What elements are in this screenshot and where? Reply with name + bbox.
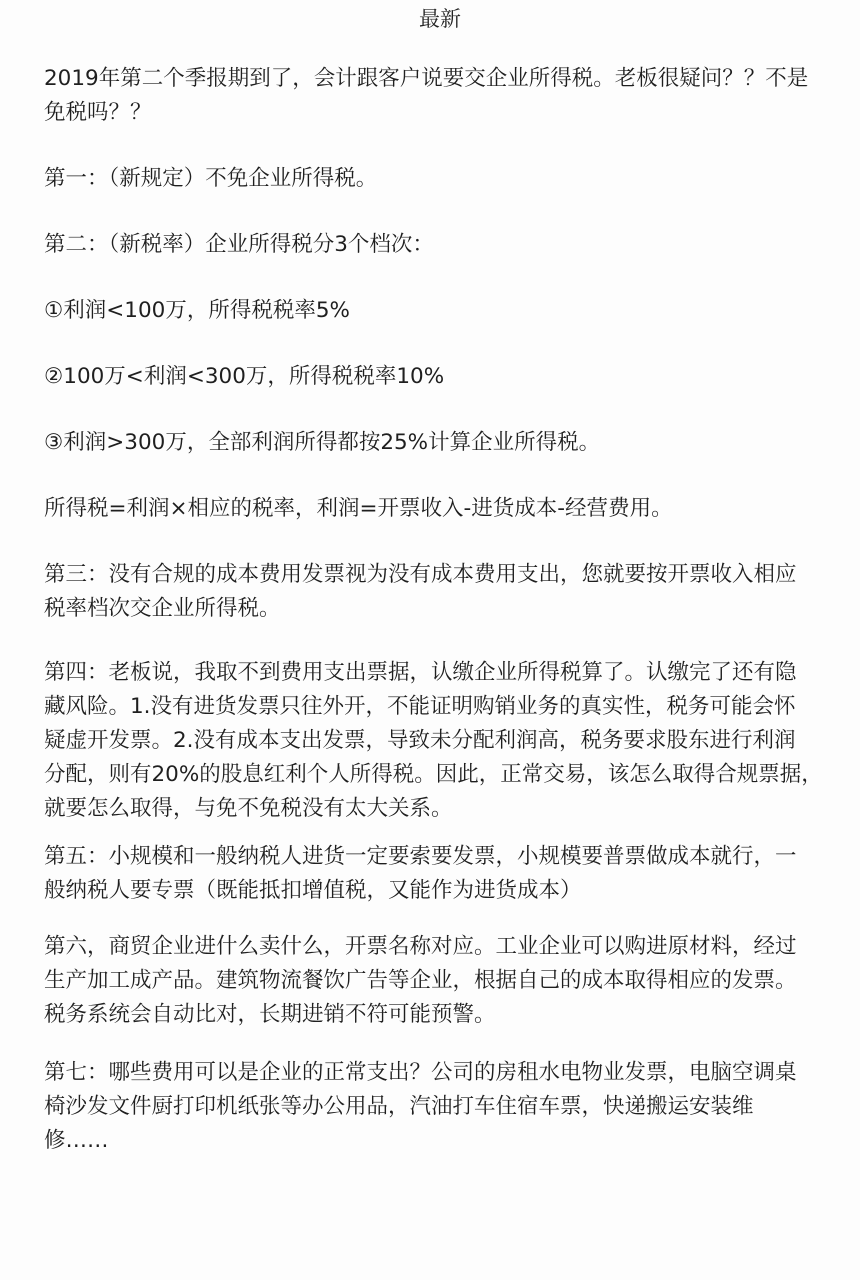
- text-line: 般纳税人要专票（既能抵扣增值税，又能作为进货成本）: [44, 878, 582, 903]
- text-line: 椅沙发文件厨打印机纸张等办公用品，汽油打车住宿车票，快递搬运安装维: [44, 1094, 754, 1119]
- text-line: 第七：哪些费用可以是企业的正常支出？公司的房租水电物业发票，电脑空调桌: [44, 1060, 797, 1085]
- text-line: 第六，商贸企业进什么卖什么，开票名称对应。工业企业可以购进原材料，经过: [44, 934, 797, 959]
- text-line: 免税吗？？: [44, 100, 152, 125]
- text-line: ③利润>300万，全部利润所得都按25%计算企业所得税。: [44, 430, 601, 455]
- text-line: 税率档次交企业所得税。: [44, 596, 281, 621]
- paragraph-point-5: [44, 840, 834, 908]
- paragraph-point-4: [44, 656, 834, 826]
- paragraph-rate-3: [44, 426, 834, 460]
- text-line: 疑虚开发票。2.没有成本支出发票，导致未分配利润高，税务要求股东进行利润: [44, 728, 796, 753]
- text-line: ①利润<100万，所得税税率5%: [44, 298, 350, 323]
- paragraph-point-3: [44, 558, 834, 626]
- paragraph-point-6: [44, 930, 834, 1032]
- text-line: 第一：（新规定）不免企业所得税。: [44, 166, 378, 191]
- text-line: ②100万<利润<300万，所得税税率10%: [44, 364, 445, 389]
- text-line: 所得税=利润×相应的税率，利润=开票收入-进货成本-经营费用。: [44, 496, 673, 521]
- text-line: 第五：小规模和一般纳税人进货一定要索要发票，小规模要普票做成本就行，一: [44, 844, 797, 869]
- text-line: 修……: [44, 1128, 109, 1153]
- paragraph-point-2: [44, 228, 834, 262]
- paragraph-formula: [44, 492, 834, 526]
- paragraph-point-1: [44, 162, 834, 196]
- page-title: 最新: [419, 7, 461, 31]
- text-line: 分配，则有20%的股息红利个人所得税。因此，正常交易，该怎么取得合规票据，: [44, 762, 823, 787]
- paragraph-intro: [44, 62, 834, 130]
- text-line: 第四：老板说，我取不到费用支出票据，认缴企业所得税算了。认缴完了还有隐: [44, 660, 797, 685]
- text-line: 第二：（新税率）企业所得税分3个档次：: [44, 232, 434, 257]
- paragraph-rate-2: [44, 360, 834, 394]
- text-line: 生产加工成产品。建筑物流餐饮广告等企业，根据自己的成本取得相应的发票。: [44, 968, 797, 993]
- paragraph-rate-1: [44, 294, 834, 328]
- text-line: 藏风险。1.没有进货发票只往外开，不能证明购销业务的真实性，税务可能会怀: [44, 694, 796, 719]
- text-line: 2019年第二个季报期到了，会计跟客户说要交企业所得税。老板很疑问？？不是: [44, 66, 809, 91]
- text-line: 第三：没有合规的成本费用发票视为没有成本费用支出，您就要按开票收入相应: [44, 562, 797, 587]
- paragraph-point-7: [44, 1056, 834, 1158]
- text-line: 税务系统会自动比对，长期进销不符可能预警。: [44, 1002, 496, 1027]
- text-line: 就要怎么取得，与免不免税没有太大关系。: [44, 796, 453, 821]
